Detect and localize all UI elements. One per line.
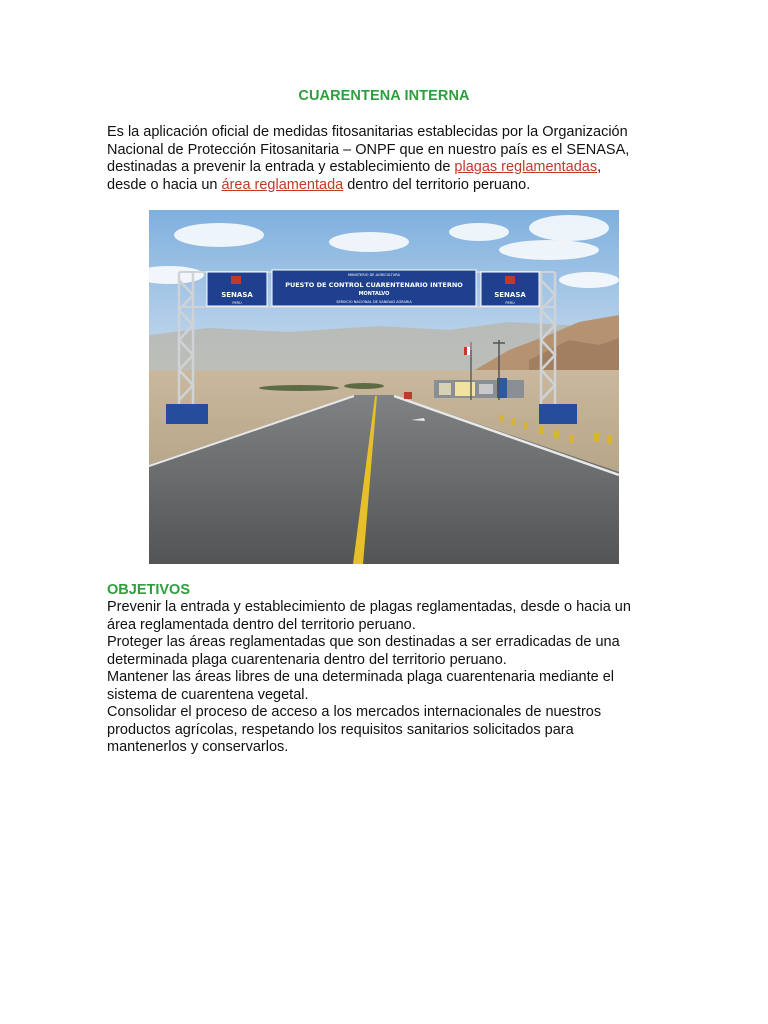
sign-main-line2: MONTALVO bbox=[358, 291, 390, 297]
objective-line: productos agrícolas, respetando los requisitos sanitarios solicitados para bbox=[107, 721, 574, 738]
area-reglamentada-link[interactable]: área reglamentada bbox=[221, 176, 344, 193]
sign-main-panel bbox=[272, 270, 476, 306]
intro-paragraph bbox=[107, 124, 667, 194]
intro-text: destinadas a prevenir la entrada y establecimiento de bbox=[107, 159, 455, 175]
objectives-list bbox=[107, 599, 667, 757]
sign-right-panel bbox=[481, 272, 539, 306]
intro-text: desde o hacia un bbox=[107, 176, 222, 193]
sign-main-line1: PUESTO DE CONTROL CUARENTENARIO INTERNO bbox=[285, 281, 463, 289]
sign-right-label: SENASA bbox=[494, 291, 526, 299]
objective-line: determinada plaga cuarentenaria dentro del territorio peruano. bbox=[107, 651, 507, 668]
sign-left-panel bbox=[207, 272, 267, 306]
sign-left-sub: PERÚ bbox=[232, 301, 242, 305]
objectives-heading: OBJETIVOS bbox=[107, 582, 190, 598]
intro-line: Nacional de Protección Fitosanitaria – ONPF que en nuestro país es el SENASA, bbox=[107, 141, 630, 158]
objective-line: Mantener las áreas libres de una determinada plaga cuarentenaria mediante el bbox=[107, 669, 615, 685]
checkpoint-photo-svg bbox=[149, 210, 619, 564]
objective-line: Proteger las áreas reglamentadas que son destinadas a ser erradicadas de una bbox=[107, 634, 620, 650]
sign-top-label: MINISTERIO DE AGRICULTURA bbox=[348, 273, 400, 277]
checkpoint-photo bbox=[149, 210, 619, 564]
objective-line: área reglamentada dentro del territorio peruano. bbox=[107, 616, 416, 633]
page-title: CUARENTENA INTERNA bbox=[298, 88, 470, 104]
left-post-base bbox=[166, 404, 208, 424]
objective-line: mantenerlos y conservarlos. bbox=[107, 739, 289, 755]
right-post-base bbox=[539, 404, 577, 424]
sign-bottom-label: SERVICIO NACIONAL DE SANIDAD AGRARIA bbox=[336, 300, 412, 304]
intro-line bbox=[107, 177, 667, 195]
objective-line: Consolidar el proceso de acceso a los mercados internacionales de nuestros bbox=[107, 704, 602, 720]
intro-text: dentro del territorio peruano. bbox=[343, 176, 531, 193]
plagas-reglamentadas-link[interactable]: plagas reglamentadas bbox=[454, 159, 598, 175]
sign-left-label: SENASA bbox=[221, 291, 253, 299]
objective-line: Prevenir la entrada y establecimiento de plagas reglamentadas, desde o hacia un bbox=[107, 599, 631, 615]
intro-line bbox=[107, 159, 667, 177]
sign-right-sub: PERÚ bbox=[505, 301, 515, 305]
intro-text: , bbox=[597, 159, 602, 175]
objective-line: sistema de cuarentena vegetal. bbox=[107, 686, 309, 703]
intro-line: Es la aplicación oficial de medidas fitosanitarias establecidas por la Organización bbox=[107, 124, 628, 140]
